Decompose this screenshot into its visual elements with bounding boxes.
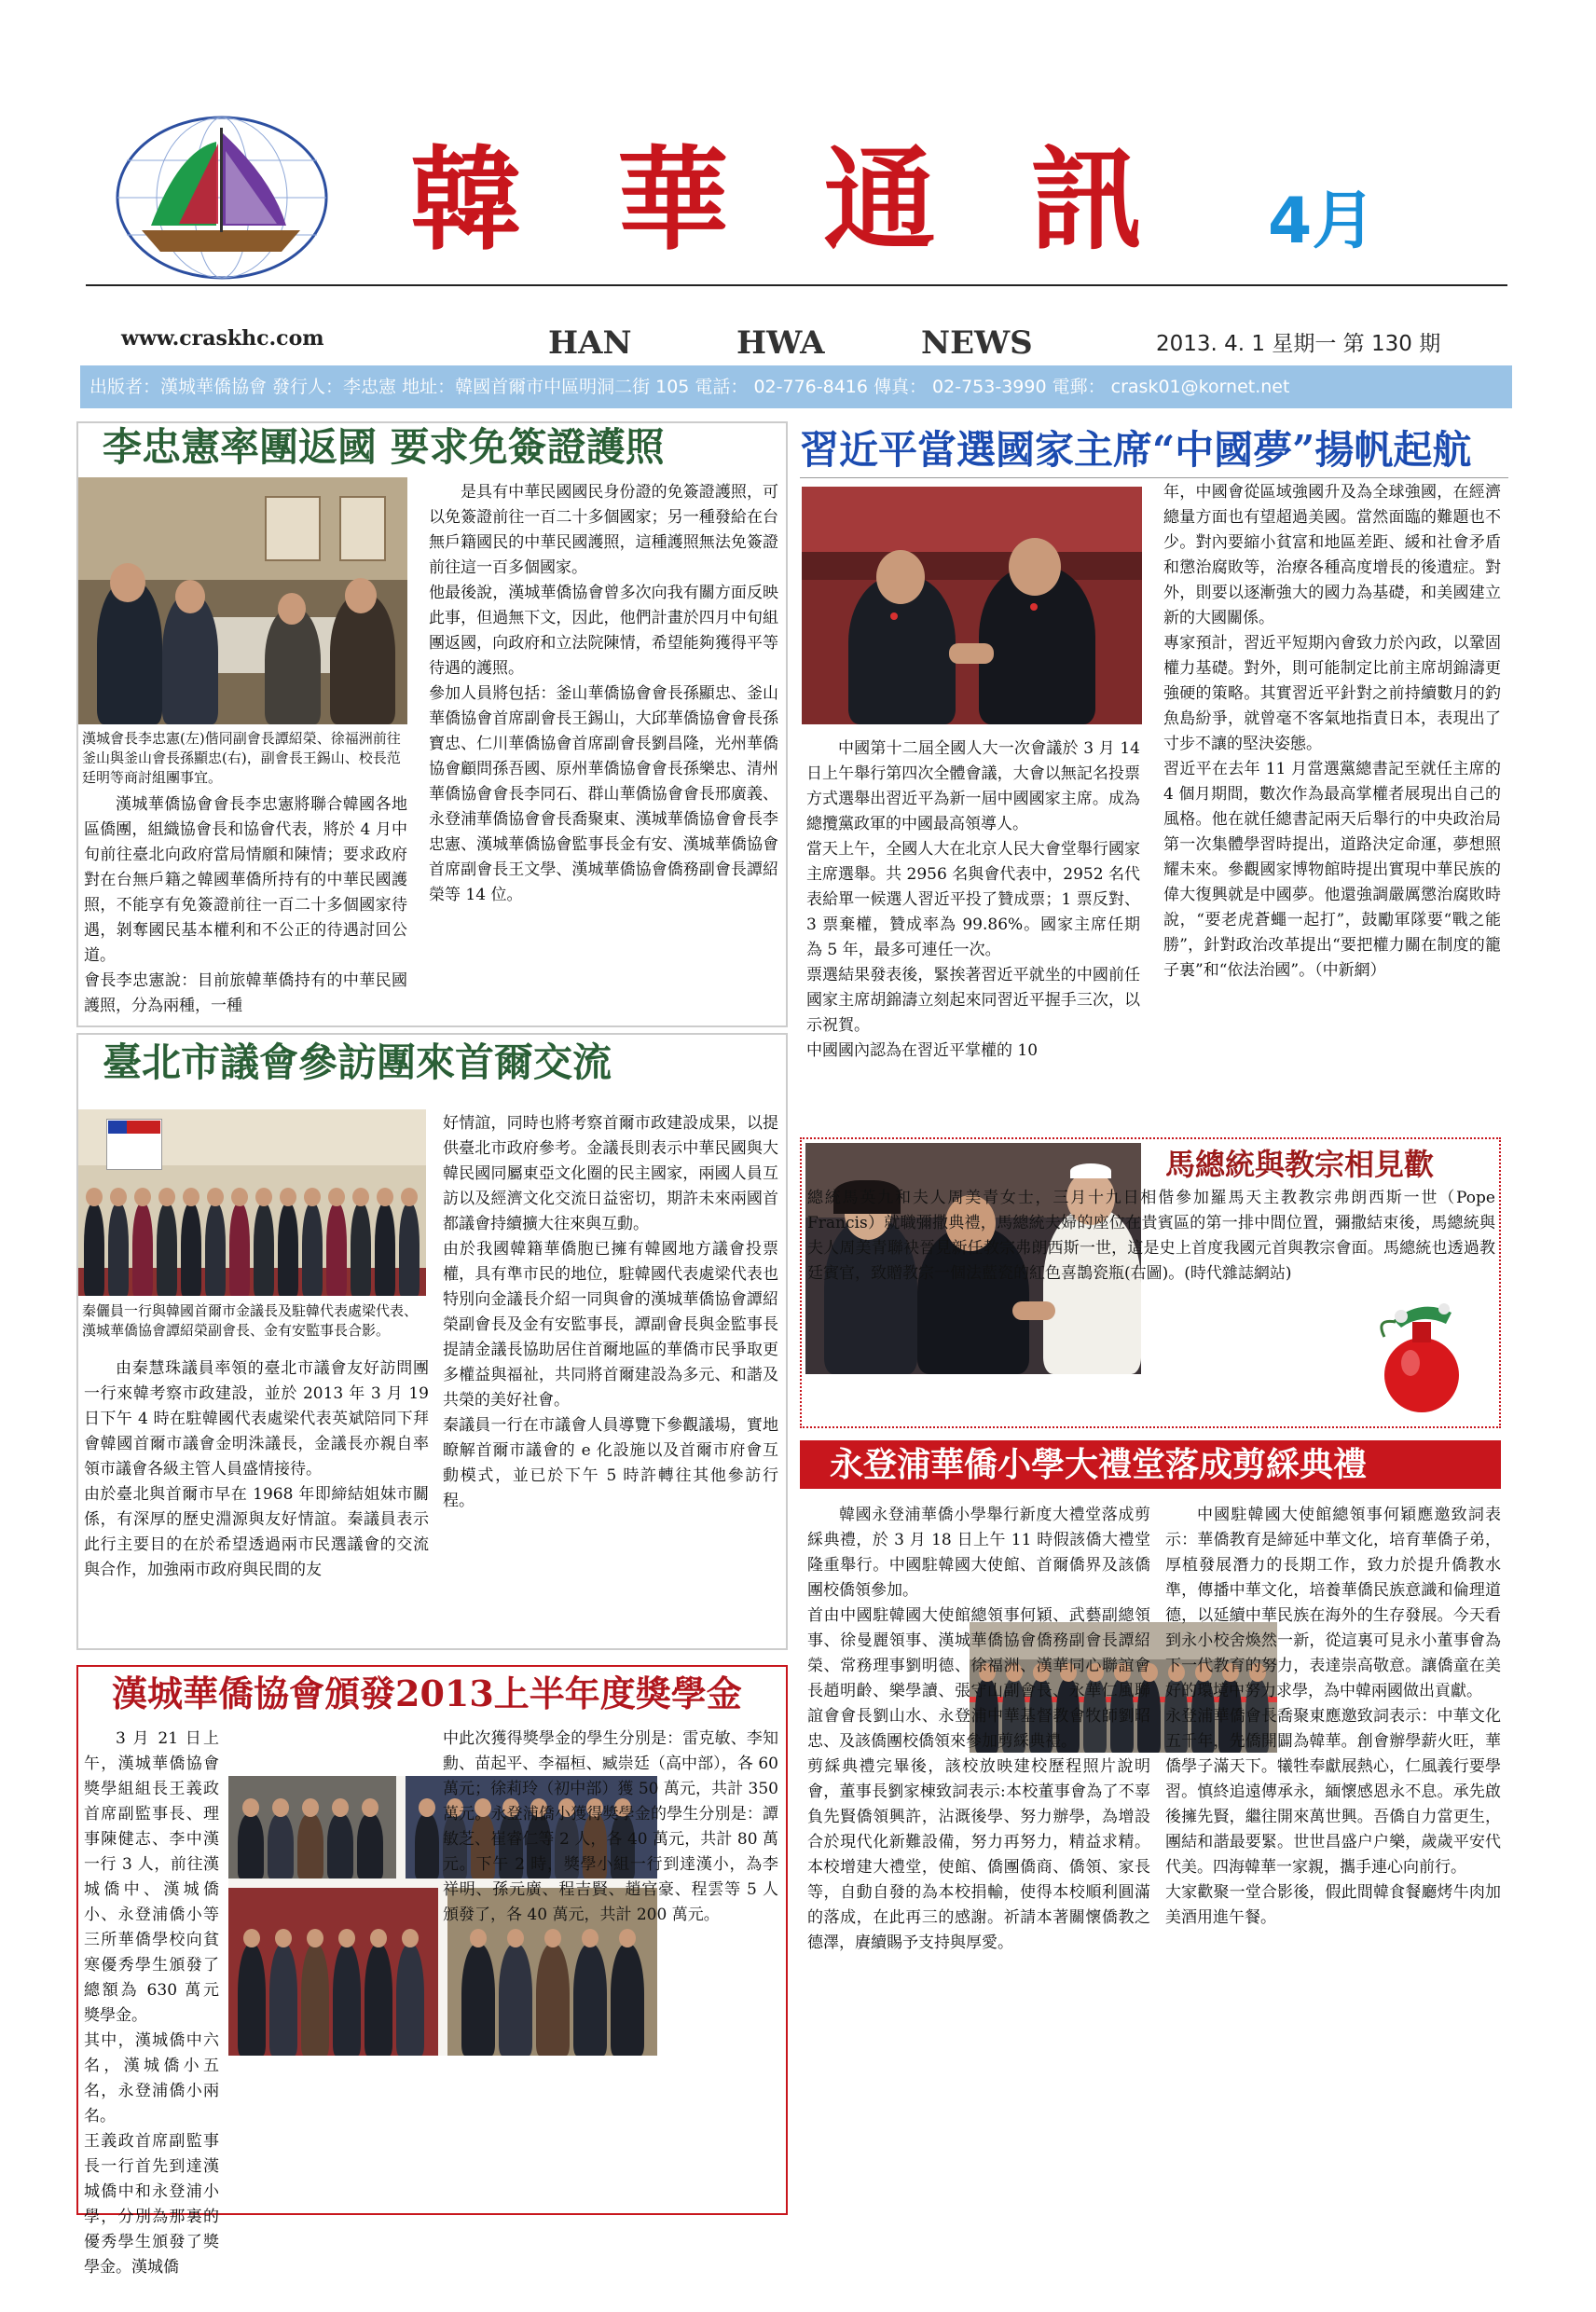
photo-figure	[357, 1813, 383, 1878]
photo-figure	[499, 1944, 532, 2056]
article3-title: 臺北市議會參訪團來首爾交流	[103, 1039, 612, 1085]
date-issue: 2013. 4. 1 星期一 第 130 期	[1156, 332, 1441, 356]
english-title-han: HAN	[548, 324, 632, 362]
photo-figure	[157, 1203, 177, 1296]
article3-photo	[78, 1109, 426, 1296]
photo-figure-head	[352, 1188, 369, 1206]
article6-col2: 中此次獲得獎學金的學生分別是：雷克敏、李知勳、苗起平、李福桓、臧崇廷（高中部），各 60 萬元；徐莉玲（初中部）獲 50 萬元，共計 350 萬元。永登浦僑小獲得獎學金的學生分別是：譚敏芝、崔睿仁等 2 人，各 40 萬元，共計 80 萬元。下午 2 時，獎學小組一行到達漢小，為李祥明、孫元廣、程吉賢、趙官豪、程雲等 5 人頒發了，各 40 萬元，共計 200 萬元。	[443, 1729, 778, 1924]
photo-figure-head	[86, 1188, 103, 1206]
photo-figure-head	[338, 1929, 355, 1947]
photo-figure-head	[134, 1188, 151, 1206]
photo-figure-head	[402, 1929, 419, 1947]
photo-figure-head	[231, 1188, 248, 1206]
article4-text: 總統馬英九和夫人周美青女士，三月十九日相偕參加羅馬天主教教宗弗朗西斯一世（Pope Francis）就職彌撒典禮，馬總統夫婦的座位在貴賓區的第一排中間位置，彌撒結束後，馬總統與夫人周美青聯袂晉見新任教宗弗朗西斯一世，這是史上首度我國元首與教宗會面。馬總統也透過教廷賓官，致贈教宗一個法藍瓷的紅色喜鵲瓷瓶(右圖)。(時代雜誌網站)	[807, 1189, 1495, 1283]
english-title-news: NEWS	[921, 324, 1033, 362]
logo-icon	[114, 114, 330, 282]
photo-figure-head	[377, 1188, 393, 1206]
article3-caption: 秦儷員一行與韓國首爾市金議長及駐韓代表處梁代表、漢城華僑協會譚紹榮副會長、金有安監事長合影。	[82, 1302, 419, 1339]
photo-figure-head	[370, 1929, 387, 1947]
photo-figure-head	[332, 1798, 349, 1817]
photo-figure-head	[280, 1188, 296, 1206]
photo-figure-head	[304, 1188, 321, 1206]
article3-col2: 好情誼，同時也將考察首爾市政建設成果，以提供臺北市政府參考。金議長則表示中華民國與大韓民國同屬東亞文化圈的民主國家，兩國人員互訪以及經濟文化交流日益密切，期許未來兩國首都議會持續擴大往來與互動。 由於我國韓籍華僑胞已擁有韓國地方議會投票權，具有準市民的地位，駐韓國代表處梁代表也特別向金議長介紹一同與會的漢城華僑協會譚紹榮副會長及金有安監事長，譚副會長與金監事長提請金議長協助居住首爾地區的華僑市民爭取更多權益與福祉，共同將首爾建設為多元、和諧及共榮的美好社會。 秦議員一行在市議會人員導覽下參觀議場，實地瞭解首爾市議會的 e 化設施以及首爾市府會互動模式，並已於下午 5 時許轉往其他參訪行程。	[443, 1114, 778, 1510]
photo-figure	[399, 1203, 420, 1296]
photo-figure	[278, 1203, 298, 1296]
article2-col1: 中國第十二屆全國人大一次會議於 3 月 14 日上午舉行第四次全體會議，大會以無記名投票方式選舉出習近平為新一屆中國國家主席。成為總攬黨政軍的中國最高領導人。 當天上午，全國人大在北京人民大會堂舉行國家主席選舉。共 2956 名與會代表中，2952 名代表給單一候選人習近平投了贊成票；1 票反對、3 票棄權，贊成率為 99.86%。國家主席任期為 5 年，最多可連任一次。 票選結果發表後，緊挨著習近平就坐的中國前任國家主席胡錦濤立刻起來同習近平握手三次，以示祝賀。 中國國內認為在習近平掌權的 10	[806, 739, 1140, 1060]
article1-photo	[78, 477, 407, 724]
photo-figure-head	[207, 1188, 224, 1206]
photo-figure	[302, 1203, 323, 1296]
article4-title: 馬總統與教宗相見歡	[1165, 1147, 1435, 1182]
photo-figure	[573, 1944, 607, 2056]
article2-rule	[800, 477, 1508, 478]
article1-title: 李忠憲率團返國 要求免簽證護照	[103, 424, 665, 470]
publisher-bar	[80, 365, 1512, 408]
article6-col1: 3 月 21 日上午，漢城華僑協會獎學組組長王義政首席副監事長、理事陳健志、李中漢一行 3 人，前往漢城僑中、漢城僑小、永登浦僑小等三所華僑學校向貧寒優秀學生頒發了總額為 630 萬元獎學金。 其中，漢城僑中六名，漢城僑小五名，永登浦僑小兩名。 王義政首席副監事長一行首先到達漢城僑中和永登浦小學，分別為那裏的優秀學生頒發了獎學金。漢城僑	[84, 1729, 219, 2277]
photo-figure	[268, 1813, 294, 1878]
photo-figure-head	[401, 1188, 418, 1206]
english-title-hwa: HWA	[736, 324, 825, 362]
photo-figure-head	[242, 1798, 259, 1817]
photo-figure	[254, 1203, 274, 1296]
photo-figure	[365, 1944, 392, 2056]
vase-image	[1366, 1296, 1478, 1415]
photo-figure-head	[302, 1798, 319, 1817]
photo-figure	[229, 1203, 250, 1296]
photo-figure-head	[507, 1929, 524, 1947]
photo-figure-head	[419, 1798, 435, 1817]
article3-col1: 由秦慧珠議員率領的臺北市議會友好訪問團一行來韓考察市政建設，並於 2013 年 3 月 19 日下午 4 時在駐韓國代表處梁代表英斌陪同下拜會韓國首爾市議會金明洙議長，金議長亦親自率領市議會各級主管人員盛情接待。 由於臺北與首爾市早在 1968 年即締結姐妹市關係，有深厚的歷史淵源與友好情誼。秦議員表示此行主要目的在於希望透過兩市民選議會的交流與合作，加強兩市政府與民間的友	[84, 1359, 429, 1579]
photo-figure	[326, 1203, 347, 1296]
photo-figure-head	[362, 1798, 378, 1817]
article2-title: 習近平當選國家主席“中國夢”揚帆起航	[800, 427, 1472, 473]
issue-month: 4月	[1268, 185, 1376, 258]
photo-figure-head	[183, 1188, 200, 1206]
article5-col1: 韓國永登浦華僑小學舉行新度大禮堂落成剪綵典禮，於 3 月 18 日上午 11 時假該僑大禮堂隆重舉行。中國駐韓國大使館、首爾僑界及該僑團校僑領參加。 首由中國駐韓國大使館總領事何穎、武藝副總領事、徐曼麗領事、漢城華僑協會僑務副會長譚紹榮、常務理事劉明德、徐福洲、漢華同心聯誼會長趙明齡、樂學讀、張守山副會長、永華仁風聯誼會會長劉山水、永登浦中華基督教會牧師劉昭忠、及該僑團校僑領來參加剪綵典禮。 剪綵典禮完畢後，該校放映建校歷程照片說明會，董事長劉家棟致詞表示:本校董事會為了不辜負先賢僑領興許，沾溉後學、努力辦學，為增設合於現代化新難設備，努力再努力，精益求精。本校增建大禮堂，使館、僑團僑商、僑領、家長等，自動自發的為本校捐輸，使得本校順利圓滿的落成，在此再三的感謝。祈請本著關懷僑教之德澤，賡續賜予支持與厚愛。	[807, 1506, 1150, 1952]
photo-figure	[132, 1203, 153, 1296]
article2-photo	[802, 487, 1142, 724]
publisher-info: 出版者：漢城華僑協會 發行人：李忠憲 地址：韓國首爾市中區明洞二街 105 電話： 02-776-8416 傳真： 02-753-3990 電郵： crask01@kornet.net	[89, 377, 1290, 397]
photo-figure	[238, 1813, 264, 1878]
photo-figure	[351, 1203, 371, 1296]
article5-title-text: 永登浦華僑小學大禮堂落成剪綵典禮	[830, 1445, 1368, 1484]
photo-figure	[375, 1203, 395, 1296]
photo-figure-head	[582, 1929, 598, 1947]
photo-figure-head	[272, 1798, 289, 1817]
photo-figure	[238, 1944, 266, 2056]
masthead-rule	[86, 284, 1507, 286]
photo-figure	[84, 1203, 104, 1296]
photo-figure-head	[544, 1929, 561, 1947]
photo-figure	[108, 1203, 129, 1296]
photo-figure	[396, 1944, 424, 2056]
website-url[interactable]: www.craskhc.com	[121, 326, 324, 351]
photo-figure-head	[307, 1929, 323, 1947]
photo-figure	[461, 1944, 495, 2056]
photo-figure-head	[328, 1188, 345, 1206]
photo-figure-head	[158, 1188, 175, 1206]
photo-figure-head	[275, 1929, 292, 1947]
masthead	[0, 0, 1596, 373]
photo-figure	[181, 1203, 201, 1296]
photo-figure	[536, 1944, 570, 2056]
photo-figure-head	[619, 1929, 636, 1947]
article1-col1: 漢城華僑協會會長李忠憲將聯合韓國各地區僑團，組織協會長和協會代表，將於 4 月中旬前往臺北向政府當局情願和陳情；要求政府對在台無戶籍之韓國華僑所持有的中華民國護照，不能享有免簽證前往一百二十多個國家待遇，剝奪國民基本權利和不公正的待遇討回公道。 會長李忠憲說：目前旅韓華僑持有的中華民國護照，分為兩種，一種	[84, 795, 407, 1015]
photo-figure-head	[243, 1929, 260, 1947]
article1-col2: 是具有中華民國國民身份證的免簽證護照，可以免簽證前往一百二十多個國家；另一種發給在台無戶籍國民的中華民國護照，這種護照無法免簽證前往這一百多個國家。 他最後說，漢城華僑協會曾多次向我有關方面反映此事，但過無下文，因此，他們計畫於四月中旬組團返國，向政府和立法院陳情，希望能夠獲得平等待遇的護照。 參加人員將包括：釜山華僑協會會長孫顯忠、釜山華僑協會首席副會長王錫山，大邱華僑協會會長孫寶忠、仁川華僑協會首席副會長劉昌隆，光州華僑協會顧問孫吾國、原州華僑協會會長孫樂忠、清州華僑協會會長李同石、群山華僑協會會長邢廣義、永登浦華僑協會會長喬聚東、漢城華僑協會會長李忠憲、漢城華僑協會監事長金有安、漢城華僑協會首席副會長王文學、漢城華僑協會僑務副會長譚紹榮等 14 位。	[429, 483, 778, 904]
photo-figure	[297, 1813, 323, 1878]
photo-figure	[269, 1944, 297, 2056]
photo-figure	[327, 1813, 353, 1878]
photo-figure	[333, 1944, 361, 2056]
article2-col2: 年，中國會從區域強國升及為全球強國，在經濟總量方面也有望超過美國。當然面臨的難題也不少。對內要縮小貧富和地區差距、緩和社會矛盾和懲治腐敗等，治療各種高度增長的後遺症。對外，則要以逐漸強大的國力為基礎，和美國建立新的大國關係。 專家預計，習近平短期內會致力於內政，以鞏固權力基礎。對外，則可能制定比前主席胡錦濤更強硬的策略。其實習近平針對之前持續數月的釣魚島紛爭，就曾毫不客氣地指責日本，表現出了寸步不讓的堅決姿態。 習近平在去年 11 月當選黨總書記至就任主席的 4 個月期間，數次作為最高掌權者展現出自己的風格。他在就任總書記兩天后舉行的中央政治局第一次集體學習時提出，道路決定命運，夢想照耀未來。參觀國家博物館時提出實現中華民族的偉大復興就是中國夢。他還強調嚴厲懲治腐敗時說，“要老虎蒼蠅一起打”，鼓勵軍隊要“戰之能勝”，針對政治改革提出“要把權力關在制度的籠子裏”和“依法治國”。（中新網）	[1163, 483, 1501, 980]
photo-figure-head	[470, 1929, 487, 1947]
photo-figure-head	[110, 1188, 127, 1206]
article1-caption: 漢城會長李忠憲(左)偕同副會長譚紹榮、徐福洲前往釜山與釜山會長孫顯忠(右)，副會長王錫山、校長范廷明等商討組團事宜。	[82, 730, 401, 786]
article5-col2: 中國駐韓國大使館總領事何穎應邀致詞表示：華僑教育是締延中華文化，培育華僑子弟，厚植發展潛力的長期工作，致力於提升僑教水準，傳播中華文化，培養華僑民族意識和倫理道德，以延續中華民族在海外的生存發展。今天看到永小校舍煥然一新，從這裏可見永小董事會為下一代教育的努力，表達崇高敬意。讓僑童在美好的環境中努力求學，為中韓兩國做出貢獻。 永登浦華僑會長喬聚東應邀致詞表示：中華文化五千年，先僑開闢為韓華。創會辦學薪火旺，華僑學子滿天下。犧牲奉獻展熱心，仁風義行要學習。慎終追遠傳承永，緬懷感恩永不息。承先啟後擁先賢，繼往開來萬世興。吾僑自力當更生，團結和諧最要緊。世世昌盛户户樂，歲歲平安代代美。四海韓華一家親，攜手連心向前行。 大家歡聚一堂合影後，假此間韓食餐廳烤牛肉加美酒用進午餐。	[1165, 1506, 1501, 1927]
article6-title: 漢城華僑協會頒發2013上半年度獎學金	[112, 1672, 742, 1714]
photo-figure	[301, 1944, 329, 2056]
masthead-title: 韓 華 通 訊	[410, 134, 1171, 266]
photo-figure	[205, 1203, 226, 1296]
photo-figure	[611, 1944, 644, 2056]
photo-figure	[415, 1813, 439, 1878]
photo-figure-head	[255, 1188, 272, 1206]
